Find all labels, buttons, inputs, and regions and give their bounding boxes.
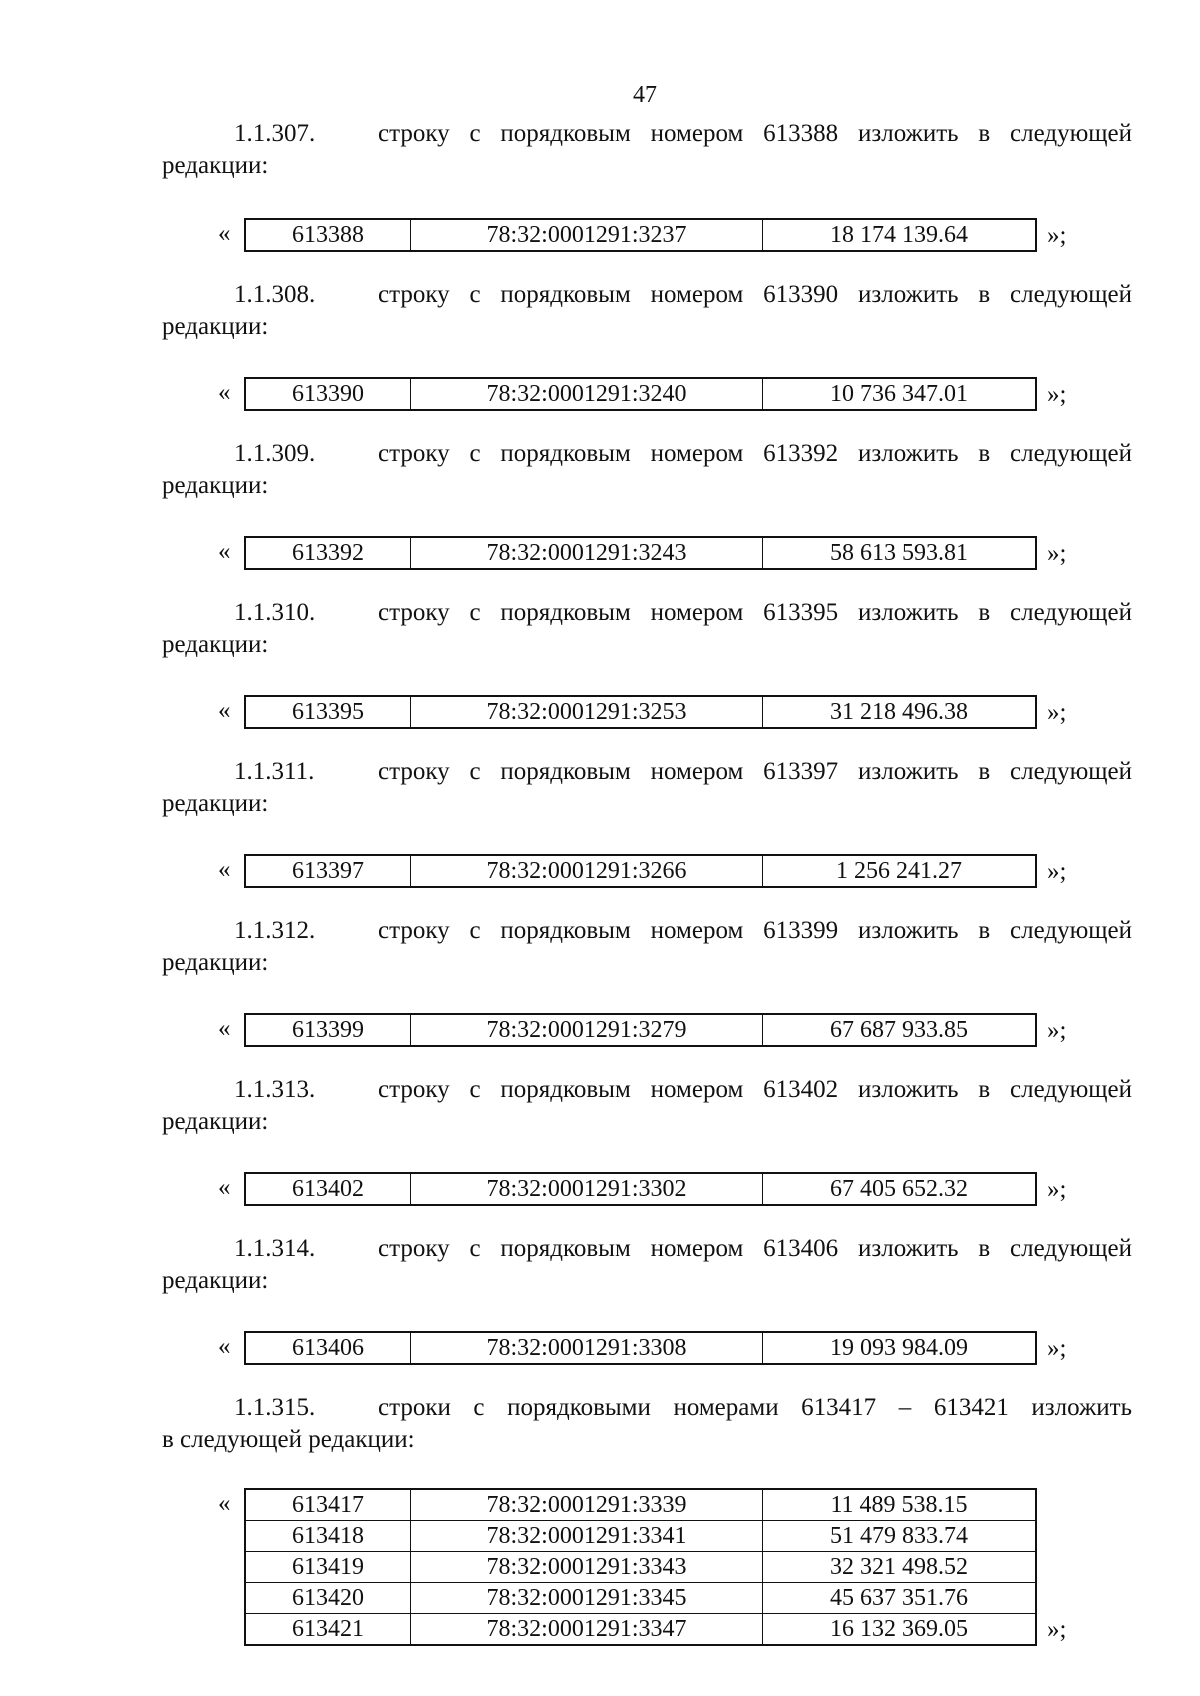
value-cell: 31 218 496.38 — [763, 696, 1037, 728]
opening-quote: « — [218, 1015, 231, 1042]
amendment-table — [244, 536, 1037, 570]
closing-quote: »; — [1047, 222, 1067, 249]
opening-quote: « — [218, 1333, 231, 1360]
clause-text: строку с порядковым номером 613399 изложить в следующей — [378, 917, 1132, 944]
closing-quote: »; — [1047, 540, 1067, 567]
opening-quote: « — [218, 220, 231, 247]
amendment-paragraph — [162, 597, 1132, 661]
clause-number: 1.1.310. — [234, 599, 316, 626]
amendment-paragraph — [162, 1233, 1132, 1297]
amendment-table-block — [218, 695, 1066, 729]
closing-quote: »; — [1047, 1017, 1067, 1044]
row-number-cell: 613397 — [245, 855, 411, 887]
amendment-paragraph — [162, 1392, 1132, 1456]
value-cell: 19 093 984.09 — [763, 1332, 1037, 1364]
value-cell: 51 479 833.74 — [763, 1521, 1037, 1552]
clause-number: 1.1.311. — [234, 758, 315, 785]
row-number-cell: 613418 — [245, 1521, 411, 1552]
cadastral-number-cell: 78:32:0001291:3345 — [411, 1583, 763, 1614]
clause-text: строку с порядковым номером 613395 изложить в следующей — [378, 599, 1132, 626]
closing-quote: »; — [1047, 1616, 1067, 1643]
clause-text-continued: редакции: — [162, 152, 269, 179]
table-row — [245, 1614, 1036, 1646]
value-cell: 67 687 933.85 — [763, 1014, 1037, 1046]
row-number-cell: 613388 — [245, 219, 411, 251]
opening-quote: « — [218, 856, 231, 883]
amendment-paragraph — [162, 1074, 1132, 1138]
table-row — [245, 1583, 1036, 1614]
amendment-table-block — [218, 1172, 1066, 1206]
table-row — [245, 855, 1036, 887]
clause-text-continued: редакции: — [162, 472, 269, 499]
value-cell: 67 405 652.32 — [763, 1173, 1037, 1205]
amendment-table — [244, 377, 1037, 411]
clause-text-continued: редакции: — [162, 1108, 269, 1135]
amendment-table-block — [218, 854, 1066, 888]
closing-quote: »; — [1047, 1176, 1067, 1203]
amendment-paragraph — [162, 279, 1132, 343]
amendment-table-block — [218, 377, 1066, 411]
opening-quote: « — [218, 1490, 231, 1517]
opening-quote: « — [218, 538, 231, 565]
cadastral-number-cell: 78:32:0001291:3243 — [411, 537, 763, 569]
table-row — [245, 1521, 1036, 1552]
closing-quote: »; — [1047, 699, 1067, 726]
row-number-cell: 613399 — [245, 1014, 411, 1046]
closing-quote: »; — [1047, 858, 1067, 885]
clause-number: 1.1.309. — [234, 440, 316, 467]
cadastral-number-cell: 78:32:0001291:3302 — [411, 1173, 763, 1205]
amendment-table — [244, 1172, 1037, 1206]
amendment-table — [244, 1488, 1037, 1646]
clause-number: 1.1.307. — [234, 120, 316, 147]
amendment-table — [244, 1331, 1037, 1365]
amendment-paragraph — [162, 915, 1132, 979]
row-number-cell: 613395 — [245, 696, 411, 728]
clause-text: строки с порядковыми номерами 613417 – 613421 изложить — [378, 1394, 1132, 1421]
clause-text-continued: редакции: — [162, 631, 269, 658]
amendment-table — [244, 695, 1037, 729]
cadastral-number-cell: 78:32:0001291:3279 — [411, 1014, 763, 1046]
value-cell: 18 174 139.64 — [763, 219, 1037, 251]
closing-quote: »; — [1047, 381, 1067, 408]
opening-quote: « — [218, 379, 231, 406]
clause-text: строку с порядковым номером 613406 изложить в следующей — [378, 1235, 1132, 1262]
clause-number: 1.1.314. — [234, 1235, 316, 1262]
amendment-table-block — [218, 218, 1066, 252]
row-number-cell: 613392 — [245, 537, 411, 569]
value-cell: 45 637 351.76 — [763, 1583, 1037, 1614]
row-number-cell: 613420 — [245, 1583, 411, 1614]
clause-text: строку с порядковым номером 613388 изложить в следующей — [378, 120, 1132, 147]
amendment-table — [244, 854, 1037, 888]
table-row — [245, 1173, 1036, 1205]
table-row — [245, 1489, 1036, 1521]
value-cell: 58 613 593.81 — [763, 537, 1037, 569]
row-number-cell: 613421 — [245, 1614, 411, 1646]
table-row — [245, 219, 1036, 251]
cadastral-number-cell: 78:32:0001291:3347 — [411, 1614, 763, 1646]
clause-text-continued: в следующей редакции: — [162, 1426, 415, 1453]
clause-number: 1.1.308. — [234, 281, 316, 308]
cadastral-number-cell: 78:32:0001291:3308 — [411, 1332, 763, 1364]
value-cell: 32 321 498.52 — [763, 1552, 1037, 1583]
value-cell: 11 489 538.15 — [763, 1489, 1037, 1521]
opening-quote: « — [218, 1174, 231, 1201]
cadastral-number-cell: 78:32:0001291:3266 — [411, 855, 763, 887]
page-number: 47 — [633, 82, 657, 108]
clause-number: 1.1.315. — [234, 1394, 316, 1421]
clause-text-continued: редакции: — [162, 949, 269, 976]
clause-number: 1.1.313. — [234, 1076, 316, 1103]
amendment-table-block — [218, 1331, 1066, 1365]
amendment-table-block — [218, 1013, 1066, 1047]
amendment-paragraph — [162, 756, 1132, 820]
table-row — [245, 1552, 1036, 1583]
amendment-paragraph — [162, 438, 1132, 502]
amendment-table-block — [218, 1488, 1066, 1646]
cadastral-number-cell: 78:32:0001291:3339 — [411, 1489, 763, 1521]
clause-text-continued: редакции: — [162, 313, 269, 340]
cadastral-number-cell: 78:32:0001291:3237 — [411, 219, 763, 251]
clause-text: строку с порядковым номером 613397 изложить в следующей — [378, 758, 1132, 785]
cadastral-number-cell: 78:32:0001291:3343 — [411, 1552, 763, 1583]
closing-quote: »; — [1047, 1335, 1067, 1362]
table-row — [245, 378, 1036, 410]
cadastral-number-cell: 78:32:0001291:3240 — [411, 378, 763, 410]
clause-text: строку с порядковым номером 613392 изложить в следующей — [378, 440, 1132, 467]
amendment-table-block — [218, 536, 1066, 570]
cadastral-number-cell: 78:32:0001291:3253 — [411, 696, 763, 728]
cadastral-number-cell: 78:32:0001291:3341 — [411, 1521, 763, 1552]
value-cell: 1 256 241.27 — [763, 855, 1037, 887]
row-number-cell: 613417 — [245, 1489, 411, 1521]
clause-text-continued: редакции: — [162, 1267, 269, 1294]
amendment-table — [244, 1013, 1037, 1047]
clause-number: 1.1.312. — [234, 917, 316, 944]
table-row — [245, 537, 1036, 569]
row-number-cell: 613390 — [245, 378, 411, 410]
table-row — [245, 696, 1036, 728]
table-row — [245, 1332, 1036, 1364]
clause-text: строку с порядковым номером 613402 изложить в следующей — [378, 1076, 1132, 1103]
row-number-cell: 613419 — [245, 1552, 411, 1583]
table-row — [245, 1014, 1036, 1046]
clause-text-continued: редакции: — [162, 790, 269, 817]
row-number-cell: 613406 — [245, 1332, 411, 1364]
amendment-paragraph — [162, 118, 1132, 182]
value-cell: 16 132 369.05 — [763, 1614, 1037, 1646]
opening-quote: « — [218, 697, 231, 724]
clause-text: строку с порядковым номером 613390 изложить в следующей — [378, 281, 1132, 308]
row-number-cell: 613402 — [245, 1173, 411, 1205]
amendment-table — [244, 218, 1037, 252]
value-cell: 10 736 347.01 — [763, 378, 1037, 410]
